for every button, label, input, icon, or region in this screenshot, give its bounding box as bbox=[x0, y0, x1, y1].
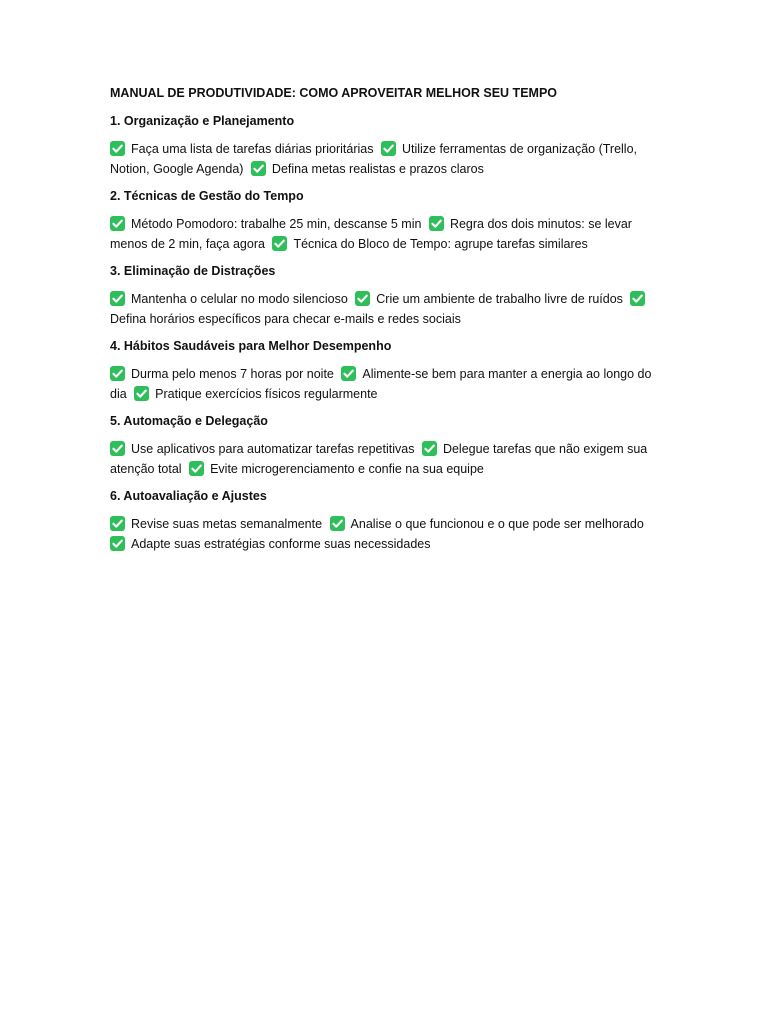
check-mark-icon bbox=[110, 441, 125, 456]
section-1 bbox=[110, 112, 666, 179]
list-item bbox=[251, 162, 488, 176]
section-4 bbox=[110, 337, 666, 404]
check-mark-icon bbox=[110, 291, 125, 306]
section-body bbox=[110, 215, 666, 254]
section-title: 3. Eliminação de Distrações bbox=[110, 264, 276, 278]
list-item bbox=[272, 237, 591, 251]
list-item-text: Analise o que funcionou e o que pode ser melhorado bbox=[350, 517, 644, 531]
check-mark-icon bbox=[355, 291, 370, 306]
list-item-text: Técnica do Bloco de Tempo: agrupe tarefas similares bbox=[293, 236, 588, 251]
section-body bbox=[110, 140, 666, 179]
check-mark-icon bbox=[110, 216, 125, 231]
section-body bbox=[110, 440, 666, 479]
check-mark-icon bbox=[381, 141, 396, 156]
document-page bbox=[110, 84, 666, 562]
check-mark-icon bbox=[134, 386, 149, 401]
section-title: 1. Organização e Planejamento bbox=[110, 114, 295, 128]
list-item-text: Delegue tarefas que não exigem sua atenção total bbox=[110, 442, 648, 476]
check-mark-icon bbox=[341, 366, 356, 381]
section-2 bbox=[110, 187, 666, 254]
section-3 bbox=[110, 262, 666, 329]
check-mark-icon bbox=[330, 516, 345, 531]
check-mark-icon bbox=[110, 536, 125, 551]
list-item-text: Pratique exercícios físicos regularmente bbox=[155, 386, 378, 401]
list-item-text: Crie um ambiente de trabalho livre de ruídos bbox=[376, 292, 623, 306]
list-item-text: Defina horários específicos para checar e-mails e redes sociais bbox=[110, 311, 461, 326]
list-item-text: Faça uma lista de tarefas diárias prioritárias bbox=[131, 142, 374, 156]
list-item-text: Alimente-se bem para manter a energia ao longo do dia bbox=[110, 367, 652, 401]
document-title: MANUAL DE PRODUTIVIDADE: COMO APROVEITAR MELHOR SEU TEMPO bbox=[110, 86, 558, 100]
list-item bbox=[110, 537, 434, 551]
check-mark-icon bbox=[630, 291, 645, 306]
list-item bbox=[330, 517, 648, 531]
list-item-text: Revise suas metas semanalmente bbox=[131, 517, 323, 531]
section-body bbox=[110, 290, 666, 329]
section-title: 4. Hábitos Saudáveis para Melhor Desempenho bbox=[110, 339, 392, 353]
list-item-text: Durma pelo menos 7 horas por noite bbox=[131, 367, 334, 381]
section-5 bbox=[110, 412, 666, 479]
list-item-text: Mantenha o celular no modo silencioso bbox=[131, 292, 348, 306]
check-mark-icon bbox=[422, 441, 437, 456]
list-item bbox=[355, 292, 627, 306]
list-item bbox=[110, 517, 326, 531]
list-item bbox=[110, 292, 352, 306]
check-mark-icon bbox=[189, 461, 204, 476]
section-body bbox=[110, 515, 666, 554]
section-title: 6. Autoavaliação e Ajustes bbox=[110, 489, 267, 503]
check-mark-icon bbox=[110, 516, 125, 531]
section-title: 5. Automação e Delegação bbox=[110, 414, 268, 428]
check-mark-icon bbox=[429, 216, 444, 231]
list-item-text: Defina metas realistas e prazos claros bbox=[271, 161, 484, 176]
section-6 bbox=[110, 487, 666, 554]
section-body bbox=[110, 365, 666, 404]
list-item-text: Use aplicativos para automatizar tarefas repetitivas bbox=[131, 442, 415, 456]
list-item bbox=[134, 387, 381, 401]
list-item bbox=[189, 462, 488, 476]
list-item bbox=[110, 442, 418, 456]
check-mark-icon bbox=[110, 141, 125, 156]
check-mark-icon bbox=[272, 236, 287, 251]
list-item-text: Adapte suas estratégias conforme suas necessidades bbox=[131, 536, 431, 551]
check-mark-icon bbox=[251, 161, 266, 176]
section-title: 2. Técnicas de Gestão do Tempo bbox=[110, 189, 304, 203]
list-item bbox=[110, 367, 338, 381]
list-item-text: Evite microgerenciamento e confie na sua equipe bbox=[210, 461, 484, 476]
check-mark-icon bbox=[110, 366, 125, 381]
list-item-text: Utilize ferramentas de organização (Trello, Notion, Google Agenda) bbox=[110, 142, 638, 176]
list-item-text: Regra dos dois minutos: se levar menos de 2 min, faça agora bbox=[110, 217, 632, 251]
list-item bbox=[110, 142, 377, 156]
list-item-text: Método Pomodoro: trabalhe 25 min, descanse 5 min bbox=[131, 217, 422, 231]
list-item bbox=[110, 217, 425, 231]
